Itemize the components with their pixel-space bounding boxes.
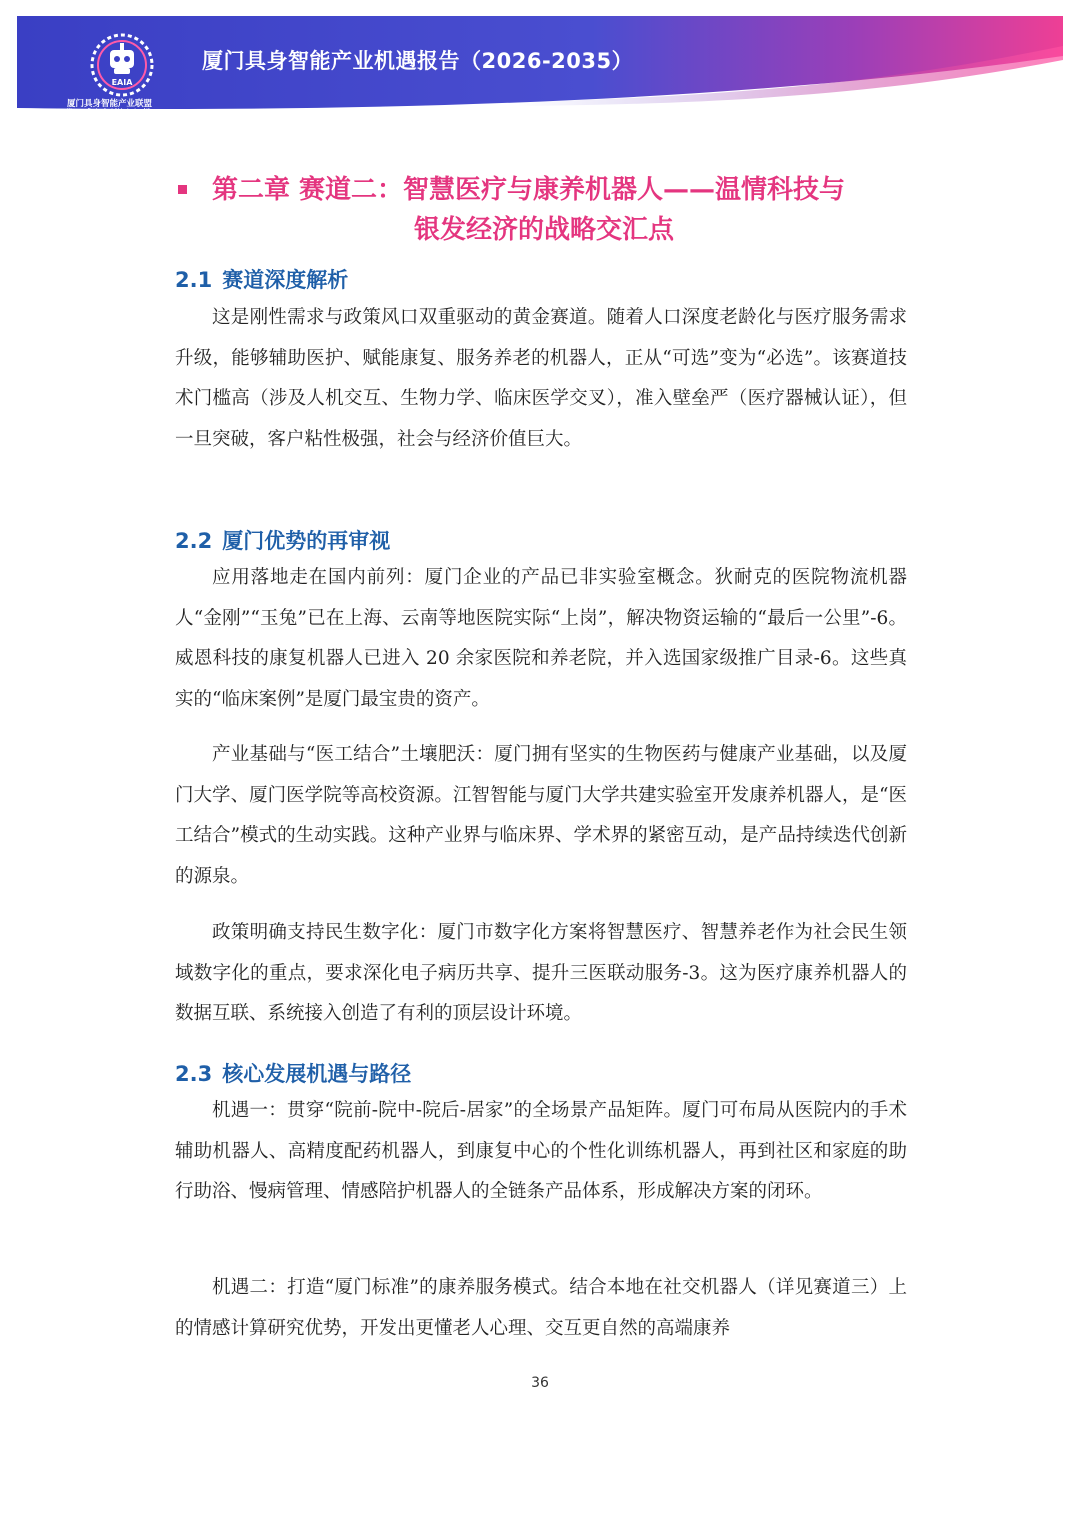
paragraph: 这是刚性需求与政策风口双重驱动的黄金赛道。随着人口深度老龄化与医疗服务需求升级，能够辅助医护、赋能康复、服务养老的机器人，正从“可选”变为“必选”。该赛道技术门槛高（涉及人机交互、生物力学、临床医学交叉），准入壁垒严（医疗器械认证），但一旦突破，客户粘性极强，社会与经济价值巨大。 — [175, 307, 907, 451]
chapter-title — [174, 170, 914, 250]
paragraph: 机遇一：贯穿“院前-院中-院后-居家”的全场景产品矩阵。厦门可布局从医院内的手术辅助机器人、高精度配药机器人，到康复中心的个性化训练机器人，再到社区和家庭的助行助浴、慢病管理、情感陪护机器人的全链条产品体系，形成解决方案的闭环。 — [175, 1100, 907, 1203]
paragraph: 机遇二：打造“厦门标准”的康养服务模式。结合本地在社交机器人（详见赛道三）上的情感计算研究优势，开发出更懂老人心理、交互更自然的高端康养 — [175, 1277, 907, 1339]
paragraph: 政策明确支持民生数字化：厦门市数字化方案将智慧医疗、智慧养老作为社会民生领域数字化的重点，要求深化电子病历共享、提升三医联动服务-3。这为医疗康养机器人的数据互联、系统接入创造了有利的顶层设计环境。 — [175, 922, 907, 1025]
section-heading-2-2 — [175, 525, 390, 555]
section-title: 厦门优势的再审视 — [222, 529, 391, 553]
section-heading-2-1 — [175, 264, 348, 294]
paragraph: 应用落地走在国内前列：厦门企业的产品已非实验室概念。狄耐克的医院物流机器人“金刚”“玉兔”已在上海、云南等地医院实际“上岗”，解决物资运输的“最后一公里”-6。威恩科技的康复机器人已进入 20 余家医院和养老院，并入选国家级推广目录-6。这些真实的“临床案例”是厦门最宝贵的资产。 — [175, 567, 907, 711]
section-title: 核心发展机遇与路径 — [222, 1062, 412, 1086]
alliance-logo — [87, 30, 157, 100]
chapter-bullet-icon — [178, 185, 187, 194]
paragraph: 产业基础与“医工结合”土壤肥沃：厦门拥有坚实的生物医药与健康产业基础，以及厦门大学、厦门医学院等高校资源。江智智能与厦门大学共建实验室开发康养机器人，是“医工结合”模式的生动实践。这种产业界与临床界、学术界的紧密互动，是产品持续迭代创新的源泉。 — [175, 744, 907, 888]
logo-caption — [67, 100, 189, 114]
section-number: 2.2 — [175, 529, 213, 553]
alliance-name-en: Xiamen Embodied AI Industry Alliance — [67, 107, 163, 114]
section-title: 赛道深度解析 — [222, 268, 349, 292]
chapter-title-line-1: 第二章 赛道二：智慧医疗与康养机器人——温情科技与 — [212, 175, 846, 205]
report-header — [17, 16, 1063, 118]
section-heading-2-3 — [175, 1058, 411, 1088]
section-number: 2.1 — [175, 268, 213, 292]
page-number: 36 — [531, 1375, 549, 1391]
report-title: 厦门具身智能产业机遇报告（2026-2035） — [202, 49, 634, 73]
alliance-name-cn: 厦门具身智能产业联盟 — [67, 99, 153, 109]
svg-text:EAIA: EAIA — [111, 78, 133, 87]
robot-icon — [110, 43, 134, 74]
chapter-title-line-2: 银发经济的战略交汇点 — [413, 215, 674, 245]
section-number: 2.3 — [175, 1062, 213, 1086]
